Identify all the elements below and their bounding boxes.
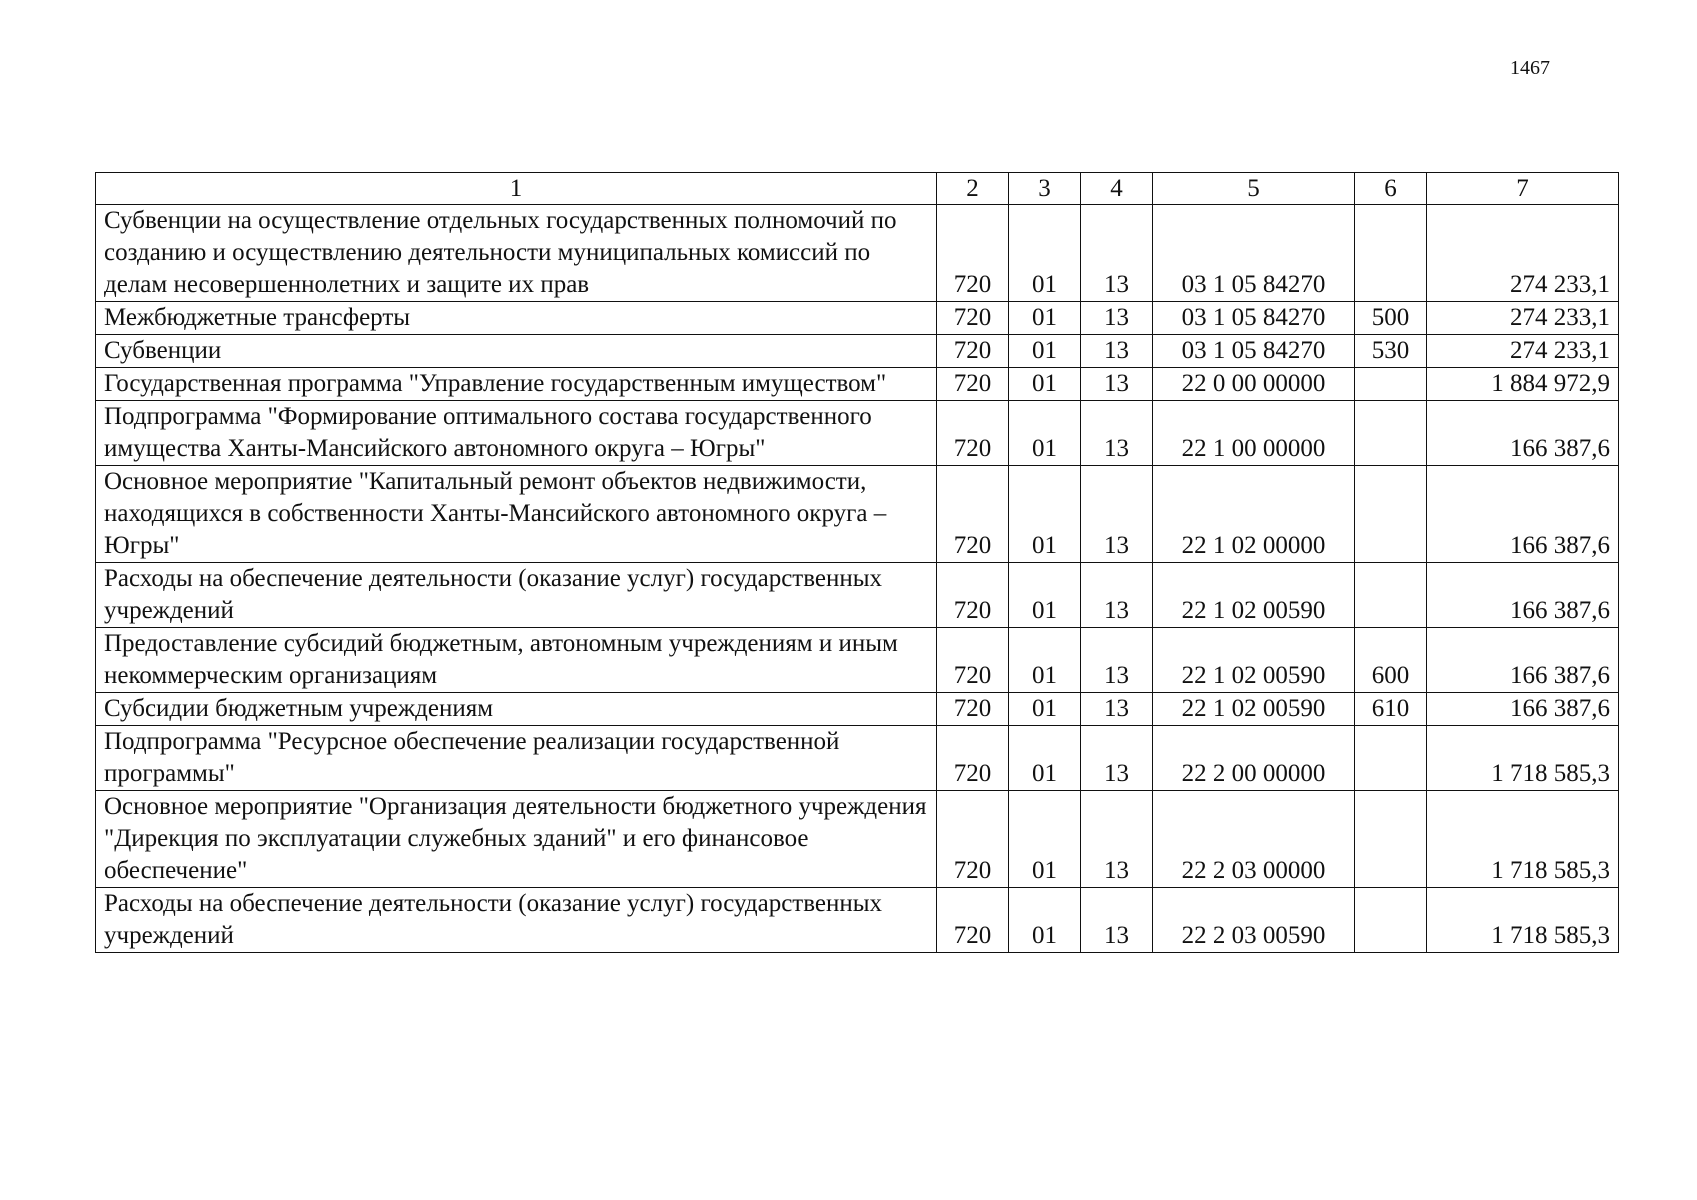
cell-vr xyxy=(1355,368,1427,401)
cell-name: Подпрограмма "Ресурсное обеспечение реализации государственной программы" xyxy=(96,726,937,791)
cell-pr: 13 xyxy=(1081,693,1153,726)
cell-csr: 22 2 03 00000 xyxy=(1153,791,1355,888)
cell-csr: 22 1 02 00590 xyxy=(1153,563,1355,628)
table-row xyxy=(96,693,1619,726)
cell-sum: 274 233,1 xyxy=(1427,205,1619,302)
header-col-3: 3 xyxy=(1009,173,1081,205)
cell-vr: 530 xyxy=(1355,335,1427,368)
cell-ved: 720 xyxy=(937,335,1009,368)
cell-vr xyxy=(1355,791,1427,888)
cell-rz: 01 xyxy=(1009,368,1081,401)
cell-ved: 720 xyxy=(937,368,1009,401)
cell-pr: 13 xyxy=(1081,205,1153,302)
cell-vr xyxy=(1355,466,1427,563)
cell-pr: 13 xyxy=(1081,302,1153,335)
cell-sum: 1 718 585,3 xyxy=(1427,726,1619,791)
cell-csr: 22 0 00 00000 xyxy=(1153,368,1355,401)
cell-name: Основное мероприятие "Организация деятельности бюджетного учреждения "Дирекция по эксплуатации служебных зданий" и его финансовое обеспечение" xyxy=(96,791,937,888)
cell-name: Основное мероприятие "Капитальный ремонт объектов недвижимости, находящихся в собственности Ханты-Мансийского автономного округа – Югры" xyxy=(96,466,937,563)
cell-pr: 13 xyxy=(1081,726,1153,791)
cell-csr: 22 1 02 00590 xyxy=(1153,628,1355,693)
cell-rz: 01 xyxy=(1009,563,1081,628)
cell-pr: 13 xyxy=(1081,368,1153,401)
cell-ved: 720 xyxy=(937,628,1009,693)
cell-vr xyxy=(1355,888,1427,953)
cell-pr: 13 xyxy=(1081,791,1153,888)
table-row xyxy=(96,302,1619,335)
header-col-1: 1 xyxy=(96,173,937,205)
header-row xyxy=(96,173,1619,205)
cell-sum: 166 387,6 xyxy=(1427,466,1619,563)
table-row xyxy=(96,205,1619,302)
cell-rz: 01 xyxy=(1009,791,1081,888)
cell-ved: 720 xyxy=(937,466,1009,563)
table-row xyxy=(96,401,1619,466)
cell-sum: 1 718 585,3 xyxy=(1427,888,1619,953)
table-row xyxy=(96,563,1619,628)
cell-name: Субвенции xyxy=(96,335,937,368)
cell-csr: 03 1 05 84270 xyxy=(1153,335,1355,368)
budget-table xyxy=(95,172,1619,953)
cell-rz: 01 xyxy=(1009,205,1081,302)
cell-vr xyxy=(1355,563,1427,628)
cell-rz: 01 xyxy=(1009,401,1081,466)
page-number: 1467 xyxy=(1510,57,1550,79)
cell-vr: 610 xyxy=(1355,693,1427,726)
cell-name: Субсидии бюджетным учреждениям xyxy=(96,693,937,726)
cell-csr: 22 2 00 00000 xyxy=(1153,726,1355,791)
cell-pr: 13 xyxy=(1081,628,1153,693)
cell-ved: 720 xyxy=(937,205,1009,302)
cell-pr: 13 xyxy=(1081,401,1153,466)
cell-pr: 13 xyxy=(1081,563,1153,628)
cell-csr: 03 1 05 84270 xyxy=(1153,205,1355,302)
cell-sum: 166 387,6 xyxy=(1427,693,1619,726)
cell-csr: 22 2 03 00590 xyxy=(1153,888,1355,953)
cell-ved: 720 xyxy=(937,726,1009,791)
table-row xyxy=(96,368,1619,401)
cell-ved: 720 xyxy=(937,693,1009,726)
cell-csr: 22 1 02 00000 xyxy=(1153,466,1355,563)
cell-rz: 01 xyxy=(1009,726,1081,791)
table-header xyxy=(96,173,1619,205)
cell-ved: 720 xyxy=(937,888,1009,953)
table-row xyxy=(96,791,1619,888)
cell-csr: 03 1 05 84270 xyxy=(1153,302,1355,335)
header-col-7: 7 xyxy=(1427,173,1619,205)
cell-csr: 22 1 02 00590 xyxy=(1153,693,1355,726)
cell-ved: 720 xyxy=(937,563,1009,628)
cell-rz: 01 xyxy=(1009,628,1081,693)
table-row xyxy=(96,335,1619,368)
header-col-6: 6 xyxy=(1355,173,1427,205)
header-col-2: 2 xyxy=(937,173,1009,205)
cell-name: Государственная программа "Управление государственным имуществом" xyxy=(96,368,937,401)
cell-csr: 22 1 00 00000 xyxy=(1153,401,1355,466)
cell-rz: 01 xyxy=(1009,302,1081,335)
cell-sum: 166 387,6 xyxy=(1427,401,1619,466)
cell-name: Расходы на обеспечение деятельности (оказание услуг) государственных учреждений xyxy=(96,888,937,953)
cell-pr: 13 xyxy=(1081,335,1153,368)
cell-sum: 1 884 972,9 xyxy=(1427,368,1619,401)
cell-vr xyxy=(1355,726,1427,791)
cell-vr: 500 xyxy=(1355,302,1427,335)
cell-rz: 01 xyxy=(1009,888,1081,953)
cell-ved: 720 xyxy=(937,302,1009,335)
cell-name: Предоставление субсидий бюджетным, автономным учреждениям и иным некоммерческим организациям xyxy=(96,628,937,693)
cell-sum: 1 718 585,3 xyxy=(1427,791,1619,888)
cell-pr: 13 xyxy=(1081,888,1153,953)
header-col-5: 5 xyxy=(1153,173,1355,205)
table-body xyxy=(96,205,1619,953)
cell-sum: 274 233,1 xyxy=(1427,335,1619,368)
cell-rz: 01 xyxy=(1009,466,1081,563)
cell-pr: 13 xyxy=(1081,466,1153,563)
cell-vr: 600 xyxy=(1355,628,1427,693)
cell-ved: 720 xyxy=(937,401,1009,466)
cell-name: Расходы на обеспечение деятельности (оказание услуг) государственных учреждений xyxy=(96,563,937,628)
cell-sum: 166 387,6 xyxy=(1427,563,1619,628)
cell-name: Межбюджетные трансферты xyxy=(96,302,937,335)
cell-vr xyxy=(1355,205,1427,302)
cell-rz: 01 xyxy=(1009,335,1081,368)
cell-name: Субвенции на осуществление отдельных государственных полномочий по созданию и осуществлению деятельности муниципальных комиссий по делам несовершеннолетних и защите их прав xyxy=(96,205,937,302)
table-row xyxy=(96,726,1619,791)
cell-vr xyxy=(1355,401,1427,466)
cell-sum: 166 387,6 xyxy=(1427,628,1619,693)
cell-name: Подпрограмма "Формирование оптимального состава государственного имущества Ханты-Мансийского автономного округа – Югры" xyxy=(96,401,937,466)
table-row xyxy=(96,888,1619,953)
cell-rz: 01 xyxy=(1009,693,1081,726)
cell-sum: 274 233,1 xyxy=(1427,302,1619,335)
header-col-4: 4 xyxy=(1081,173,1153,205)
table-row xyxy=(96,466,1619,563)
cell-ved: 720 xyxy=(937,791,1009,888)
table-row xyxy=(96,628,1619,693)
